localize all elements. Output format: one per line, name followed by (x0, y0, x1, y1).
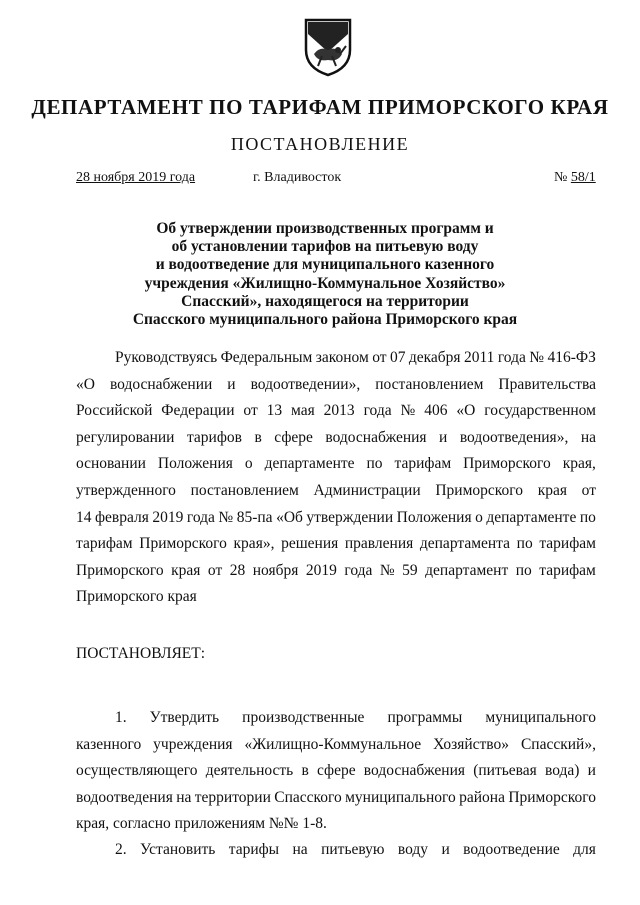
word: года (497, 349, 526, 366)
word: постановлением (375, 375, 484, 393)
word: мая (291, 402, 315, 420)
word: 14 (76, 508, 92, 526)
word: Положения (396, 508, 472, 526)
word: осуществляющего (76, 762, 198, 780)
word: утверждении (306, 508, 394, 526)
word: департамент (425, 561, 509, 579)
subject-line: и водоотведение для муниципального казенного (155, 256, 495, 274)
word: от (581, 481, 596, 499)
text-line (76, 758, 596, 785)
word: законом (315, 349, 369, 366)
word: декабря (408, 349, 461, 366)
word: по (579, 508, 596, 526)
word: «Об (276, 508, 303, 526)
word: территории (194, 788, 271, 806)
word: сфере (316, 762, 356, 780)
word: Положения (157, 455, 233, 473)
word: правления (344, 535, 414, 553)
word: № (379, 561, 395, 579)
word: 2019 (152, 508, 184, 526)
document-subject (80, 220, 570, 329)
word: 416-ФЗ (547, 349, 596, 366)
word: воду (397, 841, 429, 858)
text-line (76, 425, 596, 452)
word: и (227, 375, 236, 393)
subject-line: учреждения «Жилищно-Коммунальное Хозяйство» (144, 274, 506, 292)
text-line (76, 705, 596, 732)
word: Спасского (274, 788, 342, 806)
word: и (441, 841, 450, 858)
word: февраля (95, 508, 149, 526)
word: на (292, 841, 308, 858)
department-title: ДЕПАРТАМЕНТ ПО ТАРИФАМ ПРИМОРСКОГО КРАЯ (31, 95, 609, 119)
text-line (76, 478, 596, 505)
word: по (515, 561, 532, 579)
word: сфере (274, 428, 313, 446)
word: программы (387, 709, 463, 726)
coat-of-arms-icon (302, 16, 354, 78)
text-line (76, 531, 596, 558)
word: по (516, 535, 533, 553)
subject-line: Спасский», находящегося на территории (181, 292, 469, 310)
word: и (439, 428, 448, 446)
preamble-paragraph (76, 345, 596, 611)
word: Установить (140, 841, 216, 858)
text-line (76, 505, 596, 532)
text-line (76, 372, 596, 399)
item-2-paragraph (76, 837, 596, 864)
word: на (176, 788, 192, 806)
number-prefix: № (554, 170, 568, 185)
word: в (254, 428, 262, 446)
word: водоотведении», (250, 375, 361, 393)
word: Спасский», (520, 735, 596, 753)
word: деятельность (205, 762, 294, 780)
word: Приморского (435, 481, 523, 499)
word: утвержденного (76, 481, 176, 499)
word: государственном (484, 402, 596, 420)
word: Хозяйство» (433, 735, 510, 753)
word: от (207, 561, 223, 579)
word: года (344, 561, 373, 579)
word: «О (76, 375, 95, 393)
word: «Жилищно-Коммунальное (244, 735, 422, 753)
word: решения (281, 535, 339, 553)
word: 2. (115, 841, 127, 858)
subject-line: Спасского муниципального района Приморского края (132, 311, 518, 329)
text-line: Приморского края (76, 588, 197, 606)
word: края (171, 561, 201, 579)
word: года (186, 508, 215, 526)
word: от (372, 349, 387, 366)
word: для (573, 841, 596, 858)
word: и (587, 762, 596, 780)
word: края, (562, 455, 596, 473)
word: учреждения (153, 735, 233, 753)
word: казенного (76, 735, 142, 753)
word: постановлением (190, 481, 299, 499)
word: Приморского (139, 535, 227, 553)
word: департаменте (486, 508, 577, 526)
word: Приморского (508, 788, 596, 806)
word: ноября (252, 561, 299, 579)
word: Утвердить (149, 709, 220, 726)
text-line (76, 451, 596, 478)
word: водоснабжения (325, 428, 427, 446)
word: питьевую (321, 841, 385, 858)
text-line (76, 732, 596, 759)
word: тарифы (228, 841, 280, 858)
text-line (76, 398, 596, 425)
word: муниципального (345, 788, 456, 806)
word: Руководствуясь (115, 349, 218, 366)
subject-line: об установлении тарифов на питьевую воду (171, 238, 479, 256)
word: в (301, 762, 309, 780)
word: вода) (545, 762, 580, 780)
text-line (76, 558, 596, 585)
word: департамента (419, 535, 511, 553)
subject-line: Об утверждении производственных программ и (156, 220, 494, 237)
text-line: края, согласно приложениям №№ 1-8. (76, 815, 327, 833)
word: района (459, 788, 505, 806)
word: тарифам (394, 455, 452, 473)
word: Приморского (463, 455, 551, 473)
word: Администрации (313, 481, 421, 499)
word: водоотведение (463, 841, 560, 858)
word: края», (233, 535, 275, 553)
word: Приморского (76, 561, 164, 579)
word: тарифам (76, 535, 133, 553)
word: о (475, 508, 483, 526)
word: 2011 (463, 349, 495, 366)
word: Правительства (498, 375, 596, 393)
word: производственные (242, 709, 365, 726)
word: Российской (76, 402, 153, 420)
word: года (363, 402, 392, 420)
word: департаменте (264, 455, 355, 473)
word: № (218, 508, 234, 526)
word: водоснабжении (109, 375, 213, 393)
word: 85-па (236, 508, 273, 526)
word: тарифов (186, 428, 242, 446)
text-line (76, 345, 596, 372)
text-line (76, 837, 596, 864)
number-value: 58/1 (570, 170, 596, 185)
text-line (76, 785, 596, 812)
word: тарифам (539, 535, 596, 553)
word: (питьевая (473, 762, 537, 780)
word: № (529, 349, 545, 366)
word: о (244, 455, 253, 473)
word: Федеральным (220, 349, 313, 366)
document-type: ПОСТАНОВЛЕНИЕ (230, 134, 410, 154)
word: 59 (402, 561, 418, 579)
resolve-heading: ПОСТАНОВЛЯЕТ: (76, 645, 206, 662)
word: основании (76, 455, 146, 473)
word: 2019 (305, 561, 337, 579)
word: № (400, 402, 416, 420)
word: водоотведения», (459, 428, 569, 446)
word: на (580, 428, 596, 446)
word: Федерации (161, 402, 235, 420)
word: 2013 (323, 402, 355, 420)
word: водоснабжения (363, 762, 465, 780)
word: от (243, 402, 258, 420)
document-city: г. Владивосток (253, 170, 342, 185)
word: 1. (115, 709, 127, 726)
item-1-paragraph (76, 705, 596, 838)
word: 13 (266, 402, 283, 420)
word: 28 (229, 561, 246, 579)
word: по (366, 455, 383, 473)
word: 406 (424, 402, 448, 420)
word: регулировании (76, 428, 175, 446)
word: тарифам (539, 561, 596, 579)
word: водоотведения (76, 788, 173, 806)
document-number (554, 170, 596, 186)
word: края (537, 481, 567, 499)
document-date: 28 ноября 2019 года (76, 170, 196, 185)
word: муниципального (485, 709, 596, 726)
word: «О (456, 402, 476, 420)
word: 07 (389, 349, 406, 366)
